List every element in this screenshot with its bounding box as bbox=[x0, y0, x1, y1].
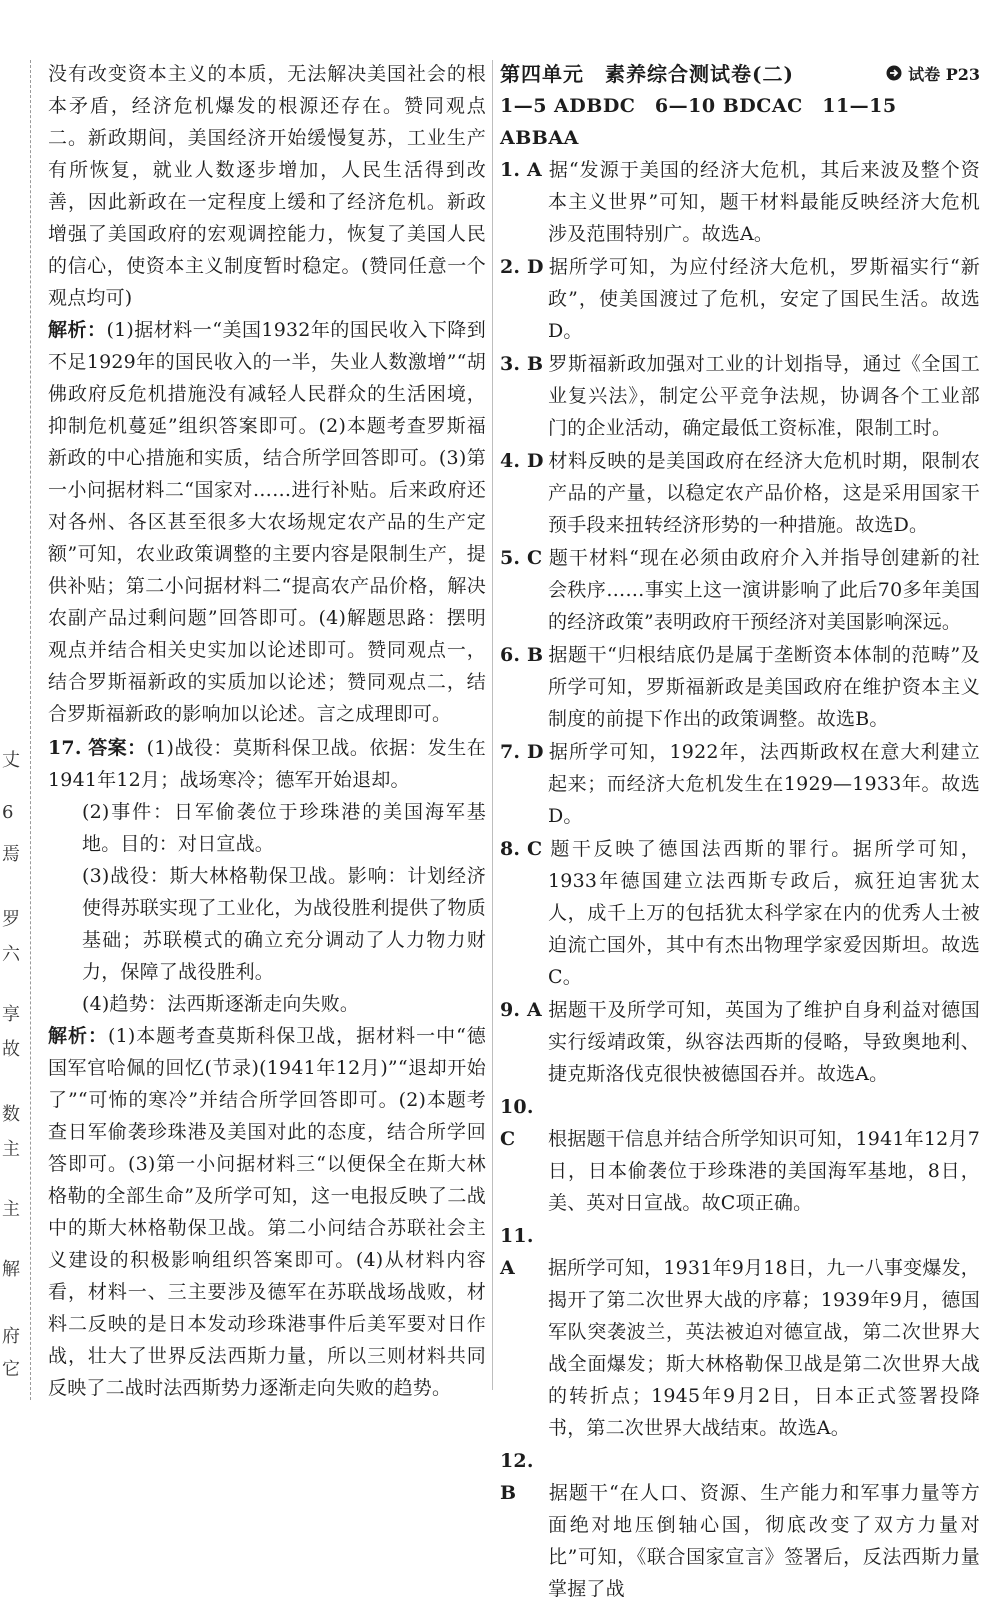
choice-answer-key: 1—5 ADBDC 6—10 BDCAC 11—15 ABBAA bbox=[500, 95, 897, 149]
question-explanation bbox=[500, 154, 980, 250]
q17-answer bbox=[48, 732, 486, 796]
page-reference bbox=[886, 62, 980, 85]
margin-cut-line bbox=[30, 60, 31, 1400]
question-explanation bbox=[500, 445, 980, 541]
explanation-text: 题干反映了德国法西斯的罪行。据所学可知，1933年德国建立法西斯专政后，疯狂迫害犹太人，成千上万的包括犹太科学家在内的优秀人士被迫流亡国外，其中有杰出物理学家爱因斯坦。故选C。 bbox=[548, 838, 980, 988]
question-explanation bbox=[500, 542, 980, 638]
margin-char: 丈 bbox=[2, 750, 20, 771]
margin-char: 府 bbox=[2, 1326, 20, 1347]
question-explanation bbox=[500, 1220, 980, 1444]
margin-char: 主 bbox=[2, 1199, 20, 1220]
explanation-text: 据所学可知，为应付经济大危机，罗斯福实行“新政”，使美国渡过了危机，安定了国民生活。故选D。 bbox=[548, 256, 980, 342]
analysis-label: 解析： bbox=[48, 1025, 108, 1047]
question-number: 6. B bbox=[500, 644, 544, 666]
question-number: 8. C bbox=[500, 838, 543, 860]
question-explanations bbox=[500, 154, 980, 1605]
explanation-text: 据题干“归根结底仍是属于垄断资本体制的范畴”及所学可知，罗斯福新政是美国政府在维护资本主义制度的前提下作出的政策调整。故选B。 bbox=[548, 644, 980, 730]
question-number: 1. A bbox=[500, 159, 542, 181]
unit-title: 第四单元 素养综合测试卷(二) bbox=[500, 62, 794, 86]
margin-char: 罗 bbox=[2, 909, 20, 930]
question-number: 4. D bbox=[500, 450, 544, 472]
q17-part2: (2)事件：日军偷袭位于珍珠港的美国海军基地。目的：对日宣战。 bbox=[82, 801, 486, 855]
margin-char: 六 bbox=[2, 944, 20, 965]
q17-number: 17. bbox=[48, 737, 82, 759]
column-divider bbox=[492, 60, 493, 1390]
question-explanation bbox=[500, 251, 980, 347]
question-number: 5. C bbox=[500, 547, 543, 569]
explanation-text: 据题干“在人口、资源、生产能力和军事力量等方面绝对地压倒轴心国，彻底改变了双方力量对比”可知，《联合国家宣言》签署后，反法西斯力量掌握了战 bbox=[548, 1482, 980, 1600]
analysis-label: 解析： bbox=[48, 319, 107, 341]
q17-part3: (3)战役：斯大林格勒保卫战。影响：计划经济使得苏联实现了工业化，为战役胜利提供了物质基础；苏联模式的确立充分调动了人力物力财力，保障了战役胜利。 bbox=[82, 865, 486, 983]
explanation-text: 据所学可知，1922年，法西斯政权在意大利建立起来；而经济大危机发生在1929—1933年。故选D。 bbox=[548, 741, 980, 827]
right-column bbox=[500, 58, 980, 1606]
explanation-text: 材料反映的是美国政府在经济大危机时期，限制农产品的产量，以稳定农产品价格，这是采用国家干预手段来扭转经济形势的一种措施。故选D。 bbox=[548, 450, 980, 536]
explanation-text: 题干材料“现在必须由政府介入并指导创建新的社会秩序……事实上这一演讲影响了此后70多年美国的经济政策”表明政府干预经济对美国影响深远。 bbox=[548, 547, 980, 633]
q17-analysis-text: (1)本题考查莫斯科保卫战，据材料一中“德国军官哈佩的回忆(节录)(1941年12月)”“退却开始了”“可怖的寒冷”并结合所学回答即可。(2)本题考查日军偷袭珍珠港及美国对此的态度，结合所学回答即可。(3)第一小问据材料三“以便保全在斯大林格勒的全部生命”及所学可知，这一电报反映了二战中的斯大林格勒保卫战。第二小问结合苏联社会主义建设的积极影响组织答案即可。(4)从材料内容看，材料一、三主要涉及德军在苏联战场战败，材料二反映的是日本发动珍珠港事件后美军要对日作战，壮大了世界反法西斯力量，所以三则材料共同反映了二战时法西斯势力逐渐走向失败的趋势。 bbox=[48, 1025, 486, 1399]
question-explanation bbox=[500, 736, 980, 832]
left-margin-strip bbox=[0, 60, 22, 1400]
question-explanation bbox=[500, 639, 980, 735]
q17-part1: (1)战役：莫斯科保卫战。依据：发生在1941年12月；战场寒冷；德军开始退却。 bbox=[48, 737, 486, 791]
question-number: 11. A bbox=[500, 1225, 534, 1279]
unit-header bbox=[500, 58, 980, 90]
left-column bbox=[48, 58, 486, 1404]
question-number: 12. B bbox=[500, 1450, 534, 1504]
question-explanation bbox=[500, 1445, 980, 1605]
q16-analysis-text: (1)据材料一“美国1932年的国民收入下降到不足1929年的国民收入的一半，失业人数激增”“胡佛政府反危机措施没有减轻人民群众的生活困境，抑制危机蔓延”组织答案即可。(2)本题考查罗斯福新政的中心措施和实质，结合所学回答即可。(3)第一小问据材料二“国家对……进行补贴。后来政府还对各州、各区甚至很多大农场规定农产品的生产定额”可知，农业政策调整的主要内容是限制生产，提供补贴；第二小问据材料二“提高农产品价格，解决农副产品过剩问题”回答即可。(4)解题思路：摆明观点并结合相关史实加以论述即可。赞同观点一，结合罗斯福新政的实质加以论述；赞同观点二，结合罗斯福新政的影响加以论述。言之成理即可。 bbox=[48, 319, 486, 725]
question-number: 7. D bbox=[500, 741, 544, 763]
explanation-text: 根据题干信息并结合所学知识可知，1941年12月7日，日本偷袭位于珍珠港的美国海军基地，8日，美、英对日宣战。故C项正确。 bbox=[548, 1128, 980, 1214]
margin-char: 数 bbox=[2, 1104, 20, 1125]
question-explanation bbox=[500, 833, 980, 993]
margin-char: 6 bbox=[2, 802, 14, 823]
arrow-right-icon bbox=[886, 65, 904, 81]
margin-char: 它 bbox=[2, 1359, 20, 1380]
q17-part4: (4)趋势：法西斯逐渐走向失败。 bbox=[82, 993, 360, 1015]
margin-char: 故 bbox=[2, 1039, 20, 1060]
margin-char: 主 bbox=[2, 1139, 20, 1160]
margin-char: 解 bbox=[2, 1259, 20, 1280]
question-explanation bbox=[500, 994, 980, 1090]
q17-analysis bbox=[48, 1020, 486, 1404]
question-number: 2. D bbox=[500, 256, 544, 278]
explanation-text: 据所学可知，1931年9月18日，九一八事变爆发，揭开了第二次世界大战的序幕；1939年9月，德国军队突袭波兰，英法被迫对德宣战，第二次世界大战全面爆发；斯大林格勒保卫战是第二次世界大战的转折点；1945年9月2日，日本正式签署投降书，第二次世界大战结束。故选A。 bbox=[548, 1257, 980, 1439]
q16-analysis bbox=[48, 314, 486, 730]
explanation-text: 罗斯福新政加强对工业的计划指导，通过《全国工业复兴法》，制定公平竞争法规，协调各个工业部门的企业活动，确定最低工资标准，限制工时。 bbox=[548, 353, 980, 439]
page-ref-text: 试卷 P23 bbox=[908, 64, 980, 84]
question-number: 3. B bbox=[500, 353, 544, 375]
question-number: 9. A bbox=[500, 999, 542, 1021]
explanation-text: 据“发源于美国的经济大危机，其后来波及整个资本主义世界”可知，题干材料最能反映经济大危机涉及范围特别广。故选A。 bbox=[548, 159, 980, 245]
margin-char: 享 bbox=[2, 1004, 20, 1025]
q16-answer-continuation: 没有改变资本主义的本质，无法解决美国社会的根本矛盾，经济危机爆发的根源还存在。赞同观点二。新政期间，美国经济开始缓慢复苏，工业生产有所恢复，就业人数逐步增加，人民生活得到改善，因此新政在一定程度上缓和了经济危机。新政增强了美国政府的宏观调控能力，恢复了美国人民的信心，使资本主义制度暂时稳定。(赞同任意一个观点均可) bbox=[48, 63, 486, 309]
question-number: 10. C bbox=[500, 1096, 534, 1150]
question-explanation bbox=[500, 348, 980, 444]
answer-label: 答案： bbox=[88, 737, 147, 759]
margin-char: 焉 bbox=[2, 844, 20, 865]
explanation-text: 据题干及所学可知，英国为了维护自身利益对德国实行绥靖政策，纵容法西斯的侵略，导致奥地利、捷克斯洛伐克很快被德国吞并。故选A。 bbox=[548, 999, 980, 1085]
question-explanation bbox=[500, 1091, 980, 1219]
